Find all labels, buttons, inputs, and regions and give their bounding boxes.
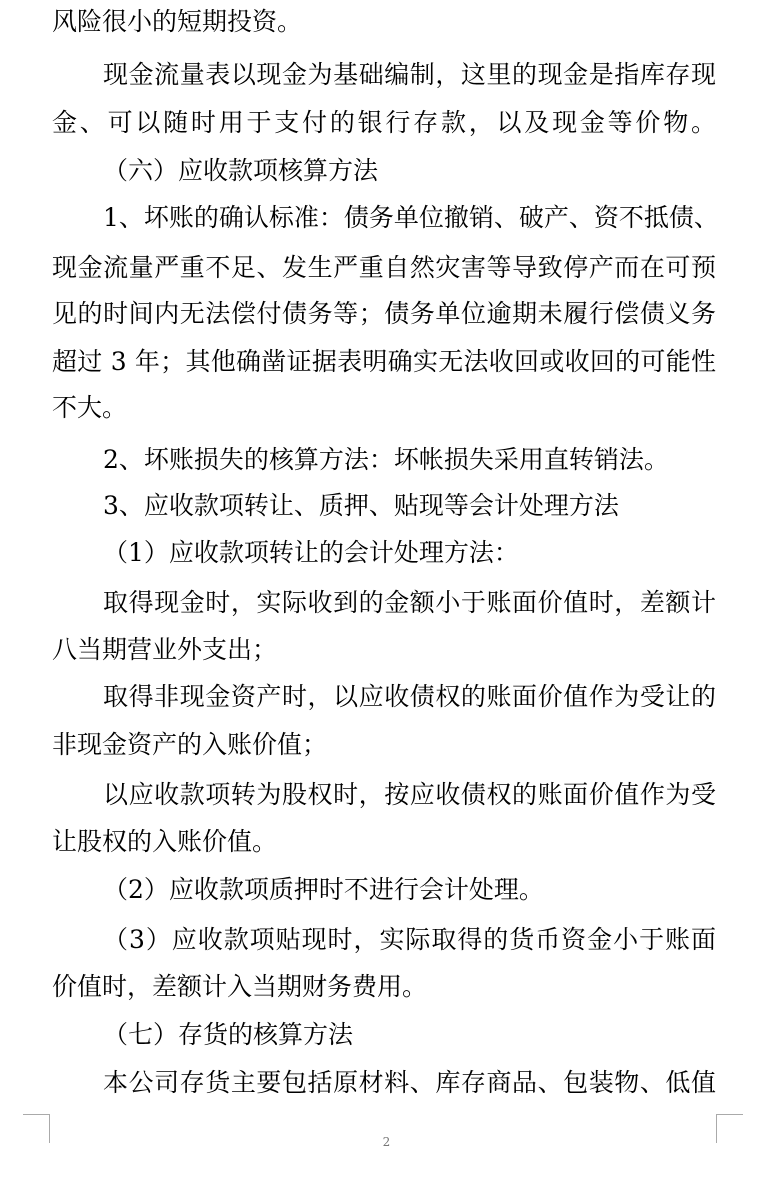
text-line: 以应收款项转为股权时，按应收债权的账面价值作为受 [103, 780, 716, 809]
text-line: 2、坏账损失的核算方法：坏帐损失采用直转销法。 [103, 445, 669, 474]
text-line: 1、坏账的确认标准：债务单位撤销、破产、资不抵债、 [103, 203, 719, 232]
text-line: 让股权的入账价值。 [52, 827, 278, 856]
text-line: 价值时，差额计入当期财务费用。 [52, 972, 428, 1001]
text-line: 超过 3 年；其他确凿证据表明确实无法收回或收回的可能性 [52, 347, 716, 376]
text-line: 风险很小的短期投资。 [52, 7, 303, 36]
text-line: 取得现金时，实际收到的金额小于账面价值时，差额计 [103, 588, 716, 617]
text-line: 金、可以随时用于支付的银行存款，以及现金等价物。 [52, 108, 716, 137]
text-line: （1）应收款项转让的会计处理方法： [103, 538, 519, 567]
text-line: 3、应收款项转让、质押、贴现等会计处理方法 [103, 491, 619, 520]
text-line: （六）应收款项核算方法 [103, 156, 379, 185]
text-line: 八当期营业外支出； [52, 635, 278, 664]
text-line: 见的时间内无法偿付债务等；债务单位逾期未履行偿债义务 [52, 299, 716, 328]
text-line: （3）应收款项贴现时，实际取得的货币资金小于账面 [103, 925, 716, 954]
text-line: 取得非现金资产时，以应收债权的账面价值作为受让的 [103, 682, 716, 711]
page-number: 2 [382, 1135, 391, 1149]
text-line: 不大。 [52, 393, 128, 422]
text-line: （2）应收款项质押时不进行会计处理。 [103, 875, 544, 904]
text-line: 现金流量严重不足、发生严重自然灾害等导致停产而在可预 [52, 253, 716, 282]
text-line: 非现金资产的入账价值； [52, 730, 328, 759]
text-line: 现金流量表以现金为基础编制，这里的现金是指库存现 [103, 60, 716, 89]
text-line: 本公司存货主要包括原材料、库存商品、包装物、低值 [103, 1068, 716, 1097]
text-line: （七）存货的核算方法 [103, 1020, 354, 1049]
